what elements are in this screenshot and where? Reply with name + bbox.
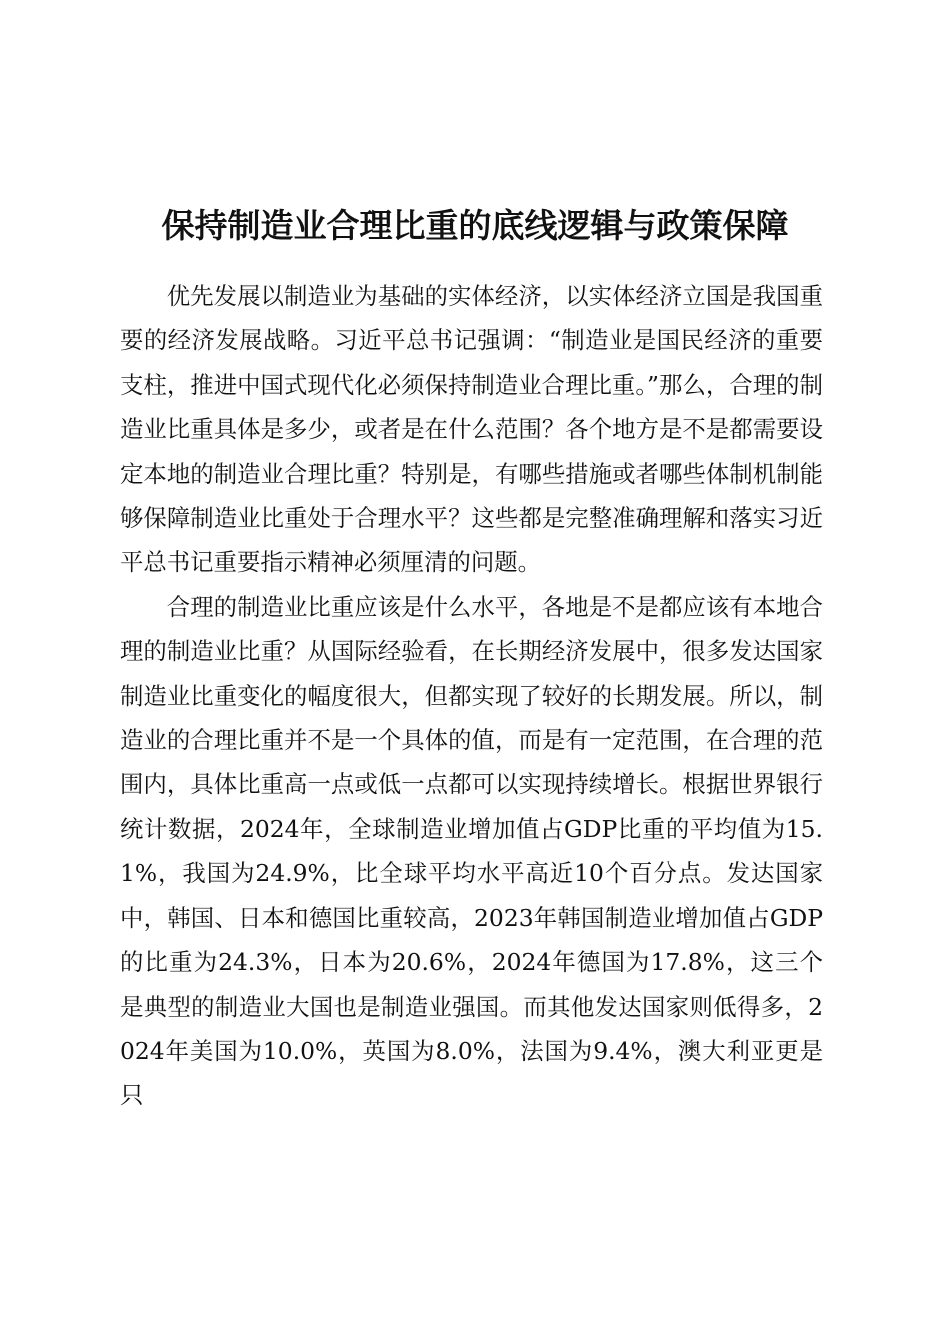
paragraph-1: 优先发展以制造业为基础的实体经济，以实体经济立国是我国重要的经济发展战略。习近平总书记强调：“制造业是国民经济的重要支柱，推进中国式现代化必须保持制造业合理比重。”那么，合理的制造业比重具体是多少，或者是在什么范围？各个地方是不是都需要设定本地的制造业合理比重？特别是，有哪些措施或者哪些体制机制能够保障制造业比重处于合理水平？这些都是完整准确理解和落实习近平总书记重要指示精神必须厘清的问题。 bbox=[120, 282, 823, 577]
paragraph-2: 合理的制造业比重应该是什么水平，各地是不是都应该有本地合理的制造业比重？从国际经验看，在长期经济发展中，很多发达国家制造业比重变化的幅度很大，但都实现了较好的长期发展。所以，制造业的合理比重并不是一个具体的值，而是有一定范围，在合理的范围内，具体比重高一点或低一点都可以实现持续增长。根据世界银行统计数据，2024年，全球制造业增加值占GDP比重的平均值为15.1%，我国为24.9%，比全球平均水平高近10个百分点。发达国家中，韩国、日本和德国比重较高，2023年韩国制造业增加值占GDP的比重为24.3%，日本为20.6%，2024年德国为17.8%，这三个是典型的制造业大国也是制造业强国。而其他发达国家则低得多，2024年美国为10.0%，英国为8.0%，法国为9.4%，澳大利亚更是只 bbox=[120, 592, 823, 1110]
document-body bbox=[120, 274, 823, 1118]
document-title: 保持制造业合理比重的底线逻辑与政策保障 bbox=[161, 206, 789, 246]
